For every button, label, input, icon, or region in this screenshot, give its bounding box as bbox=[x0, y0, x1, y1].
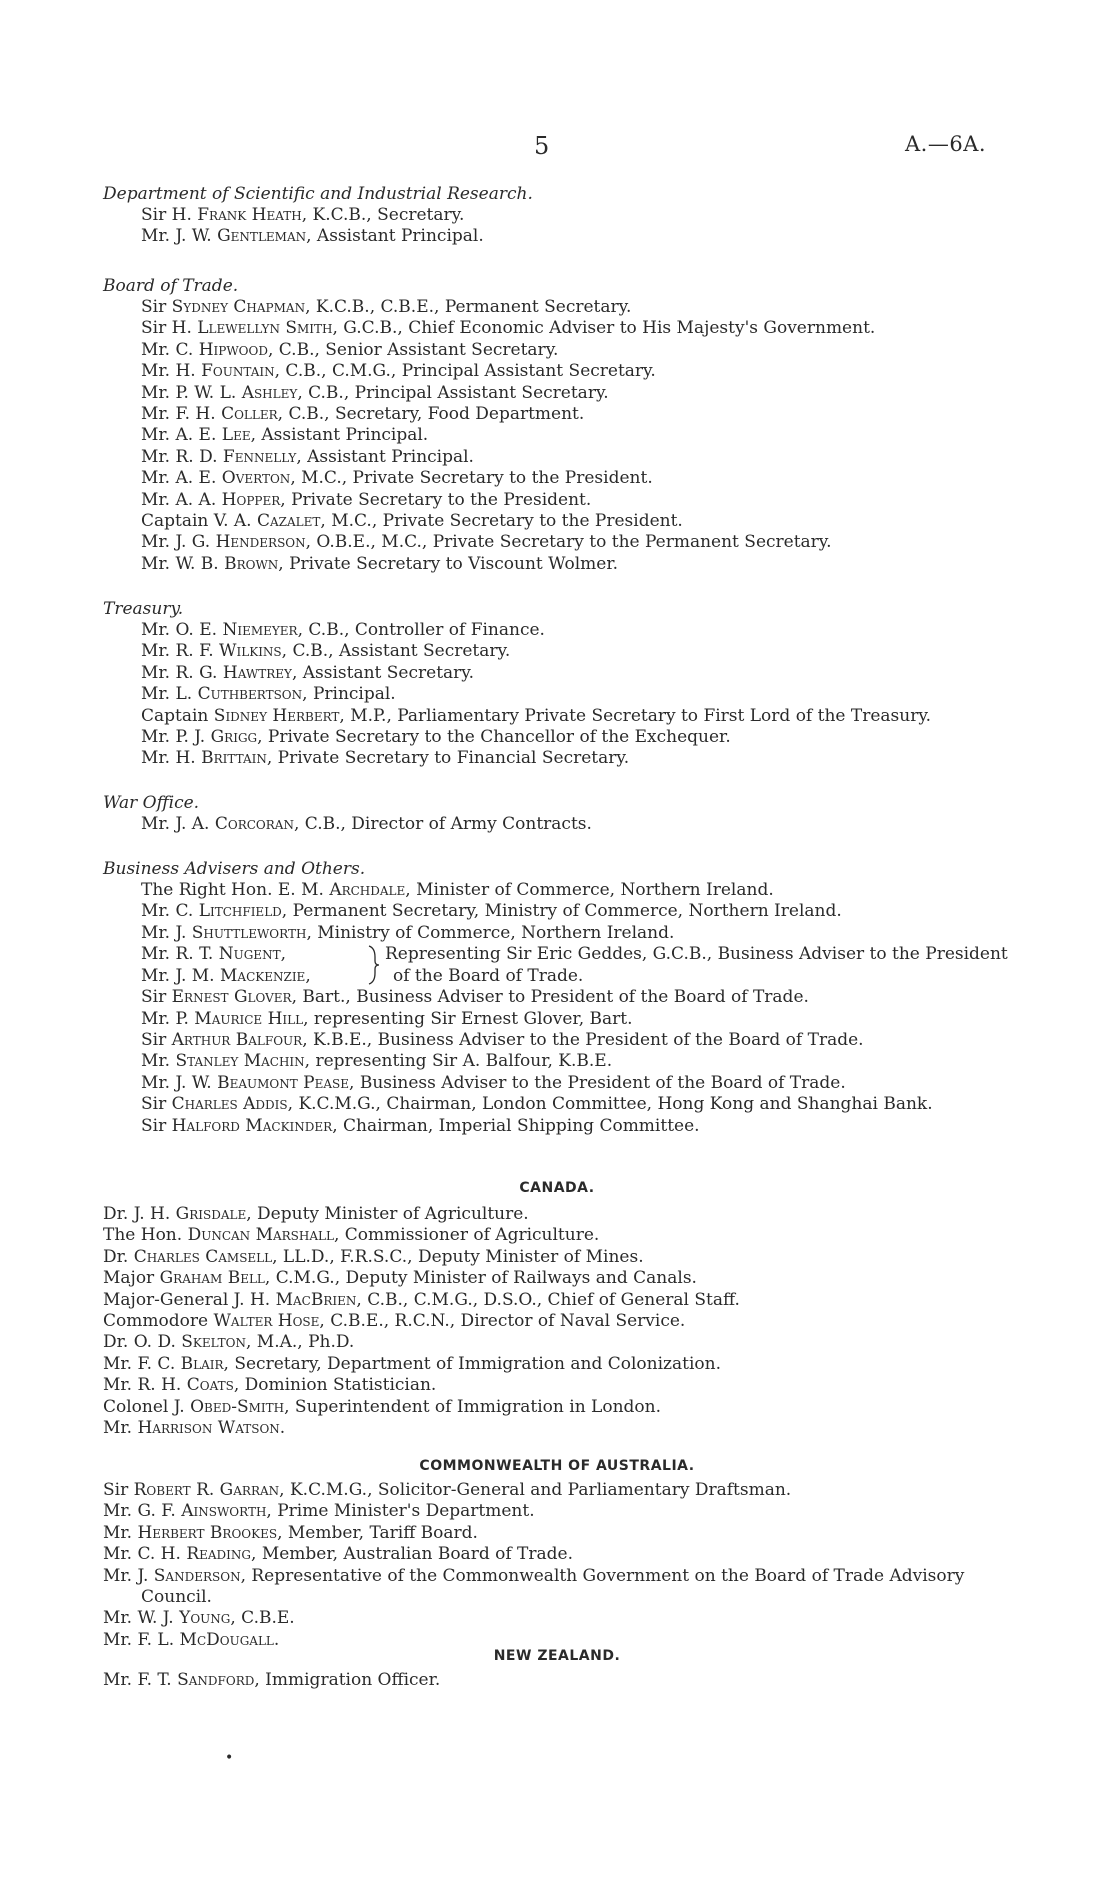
entry-name: Fountain bbox=[201, 361, 275, 382]
entry-rest: , Immigration Officer. bbox=[254, 1670, 441, 1690]
entry-list bbox=[103, 297, 875, 575]
entry-name: Obed-Smith bbox=[190, 1396, 285, 1417]
entry-rest: , Ministry of Commerce, Northern Ireland. bbox=[306, 922, 675, 943]
entry-prefix: Mr. A. E. bbox=[141, 425, 217, 446]
entry-rest: , Chairman, Imperial Shipping Committee. bbox=[332, 1115, 700, 1136]
section-canada bbox=[103, 1204, 740, 1439]
country-heading: COMMONWEALTH OF AUSTRALIA. bbox=[419, 1458, 695, 1474]
section-war-office bbox=[103, 792, 592, 835]
entry-prefix: Mr. R. D. bbox=[141, 446, 218, 467]
entry-name: Overton bbox=[221, 468, 291, 489]
entry-name: Beaumont Pease bbox=[217, 1072, 350, 1093]
entry bbox=[141, 205, 533, 226]
stray-mark: • bbox=[225, 1750, 234, 1766]
section-heading: Department of Scientific and Industrial Research. bbox=[103, 184, 533, 204]
entry-prefix: Mr. C. bbox=[141, 339, 194, 360]
entry-prefix: Dr. bbox=[103, 1246, 129, 1267]
entry-name: Lee bbox=[221, 425, 251, 446]
entry bbox=[141, 532, 875, 553]
entry-list bbox=[103, 987, 933, 1137]
entry-name: Hawtrey bbox=[222, 662, 292, 683]
entry-prefix: Mr. bbox=[141, 1051, 171, 1072]
entry-name: Stanley Machin bbox=[175, 1051, 305, 1072]
entry-rest: . bbox=[273, 1629, 280, 1650]
entry bbox=[103, 1375, 740, 1396]
entry-name: Ernest Glover bbox=[171, 987, 292, 1008]
entry-rest: , bbox=[305, 965, 311, 986]
entry-name: Frank Heath bbox=[197, 205, 302, 225]
entry-name: Grigg bbox=[210, 727, 258, 748]
page-number: 5 bbox=[534, 132, 550, 160]
entry bbox=[103, 1608, 1021, 1629]
entry bbox=[141, 1094, 933, 1115]
document-reference: A.—6A. bbox=[905, 132, 987, 156]
entry-rest: , Prime Minister's Department. bbox=[266, 1501, 535, 1522]
entry bbox=[141, 1030, 933, 1051]
entry-list bbox=[103, 814, 592, 835]
entry-prefix: Major-General J. H. bbox=[103, 1289, 271, 1310]
entry bbox=[103, 1311, 740, 1332]
entry bbox=[141, 641, 931, 662]
entry bbox=[103, 1670, 440, 1691]
entry-list bbox=[103, 1480, 1021, 1651]
entry-name: Harrison Watson bbox=[137, 1418, 280, 1439]
entry bbox=[103, 1247, 740, 1268]
entry-name: Hopper bbox=[221, 489, 281, 510]
entry-rest: , Business Adviser to the President of the Board of Trade. bbox=[349, 1072, 846, 1093]
entry-rest: , C.B., Assistant Secretary. bbox=[281, 641, 511, 662]
entry-rest: , M.C., Private Secretary to the President. bbox=[290, 468, 653, 489]
entry-rest: , G.C.B., Chief Economic Adviser to His Majesty's Government. bbox=[332, 318, 876, 339]
braced-entry bbox=[141, 944, 1008, 987]
entry bbox=[141, 663, 931, 684]
entry-name: Grisdale bbox=[175, 1204, 247, 1224]
entry-name: Skelton bbox=[181, 1332, 246, 1353]
entry-prefix: Mr. A. A. bbox=[141, 489, 217, 510]
entry bbox=[141, 880, 933, 901]
entry-rest: , Secretary, Department of Immigration and Colonization. bbox=[223, 1353, 721, 1374]
entry bbox=[103, 1204, 740, 1225]
entry bbox=[141, 748, 931, 769]
entry-rest: , C.B., Senior Assistant Secretary. bbox=[267, 339, 559, 360]
entry-name: Nugent bbox=[218, 944, 281, 965]
entry-prefix: Sir bbox=[141, 1094, 167, 1115]
entry-rest: , O.B.E., M.C., Private Secretary to the Permanent Secretary. bbox=[305, 532, 832, 553]
entry-prefix: Mr. A. E. bbox=[141, 468, 217, 489]
entry bbox=[141, 490, 875, 511]
entry bbox=[141, 684, 931, 705]
entry-name: Ainsworth bbox=[181, 1501, 267, 1522]
entry-prefix: Mr. J. M. bbox=[141, 965, 215, 986]
entry-name: Wilkins bbox=[219, 641, 282, 662]
entry-rest: , Private Secretary to the President. bbox=[280, 489, 592, 510]
entry-prefix: Major bbox=[103, 1268, 155, 1289]
entry-rest: , Assistant Principal. bbox=[296, 446, 474, 467]
entry bbox=[103, 1225, 740, 1246]
entry-name: Corcoran bbox=[214, 814, 294, 834]
entry-prefix: Sir bbox=[103, 1480, 129, 1500]
entry-name: Gentleman bbox=[217, 226, 307, 247]
entry-name: Walter Hose bbox=[213, 1311, 320, 1332]
entry-rest: , M.A., Ph.D. bbox=[245, 1332, 355, 1353]
entry-rest: , C.B.E. bbox=[230, 1608, 295, 1629]
entry-rest: , K.C.M.G., Solicitor-General and Parliamentary Draftsman. bbox=[279, 1480, 792, 1500]
entry bbox=[141, 620, 931, 641]
entry-prefix: Mr. W. J. bbox=[103, 1608, 174, 1629]
entry-name: Sydney Chapman bbox=[171, 297, 306, 317]
entry-prefix: Captain V. A. bbox=[141, 511, 252, 532]
entry-name: Maurice Hill bbox=[194, 1008, 304, 1029]
entry bbox=[141, 554, 875, 575]
entry-name: Halford Mackinder bbox=[171, 1115, 333, 1136]
country-heading: NEW ZEALAND. bbox=[493, 1648, 621, 1664]
entry bbox=[103, 1501, 1021, 1522]
entry-name: Mackenzie bbox=[220, 965, 306, 986]
entry-name: Henderson bbox=[215, 532, 306, 553]
section-heading: War Office. bbox=[103, 793, 200, 813]
entry-rest: , representing Sir A. Balfour, K.B.E. bbox=[304, 1051, 613, 1072]
entry-rest: , LL.D., F.R.S.C., Deputy Minister of Mines. bbox=[272, 1246, 644, 1267]
entry-rest: , Private Secretary to Viscount Wolmer. bbox=[278, 553, 618, 574]
entry-rest: , C.M.G., Deputy Minister of Railways and Canals. bbox=[264, 1268, 697, 1289]
entry-name: Coller bbox=[221, 404, 278, 425]
entry-rest: , C.B., C.M.G., Principal Assistant Secretary. bbox=[274, 361, 656, 382]
entry-name: Sidney Herbert bbox=[213, 705, 340, 726]
entry-prefix: Mr. bbox=[103, 1418, 133, 1439]
entry-prefix: Mr. J. bbox=[103, 1565, 149, 1586]
entry bbox=[141, 318, 875, 339]
entry bbox=[141, 425, 875, 446]
entry bbox=[141, 1051, 933, 1072]
section-new-zealand bbox=[103, 1670, 440, 1691]
entry-name: Graham Bell bbox=[159, 1268, 265, 1289]
entry-prefix: Mr. F. C. bbox=[103, 1353, 176, 1374]
entry bbox=[103, 1418, 740, 1439]
entry-rest: , C.B., Principal Assistant Secretary. bbox=[297, 382, 609, 403]
entry-rest: , Representative of the Commonwealth Government on the Board of Trade Advisory Council. bbox=[141, 1565, 965, 1608]
section-business-advisers bbox=[103, 858, 1008, 1137]
entry-rest: , Assistant Principal. bbox=[250, 425, 429, 446]
entry-prefix: Sir bbox=[141, 1115, 167, 1136]
entry-name: Charles Addis bbox=[171, 1094, 288, 1115]
entry bbox=[141, 226, 533, 247]
entry-name: Fennelly bbox=[222, 446, 297, 467]
entry bbox=[141, 1116, 933, 1137]
entry-rest: , K.C.M.G., Chairman, London Committee, Hong Kong and Shanghai Bank. bbox=[287, 1094, 933, 1115]
entry-list bbox=[103, 1670, 440, 1691]
entry-name: Litchfield bbox=[198, 901, 282, 922]
entry-prefix: The Right Hon. E. M. bbox=[141, 880, 324, 900]
entry-rest: , Deputy Minister of Agriculture. bbox=[246, 1204, 529, 1224]
entry-rest: , Assistant Principal. bbox=[306, 226, 484, 247]
entry bbox=[103, 1332, 740, 1353]
section-dsir bbox=[103, 183, 533, 248]
entry-rest: , Superintendent of Immigration in London. bbox=[284, 1396, 661, 1417]
entry-prefix: Mr. C. H. bbox=[103, 1544, 181, 1565]
entry bbox=[141, 383, 875, 404]
section-heading: Treasury. bbox=[103, 599, 184, 619]
entry-prefix: Mr. F. T. bbox=[103, 1670, 172, 1690]
entry-name: Charles Camsell bbox=[133, 1246, 273, 1267]
entry bbox=[141, 361, 875, 382]
entry-prefix: Mr. R. F. bbox=[141, 641, 214, 662]
entry-prefix: Mr. R. T. bbox=[141, 944, 214, 965]
entry bbox=[141, 340, 875, 361]
section-australia bbox=[103, 1480, 1021, 1651]
entry-rest: , K.B.E., Business Adviser to the President of the Board of Trade. bbox=[302, 1030, 864, 1051]
entry-rest: , K.C.B., Secretary. bbox=[301, 205, 465, 225]
entry-name: Shuttleworth bbox=[191, 922, 307, 943]
entry bbox=[103, 1397, 740, 1418]
entry-prefix: Mr. P. W. L. bbox=[141, 382, 237, 403]
entry-prefix: Mr. F. L. bbox=[103, 1629, 175, 1650]
section-heading: Board of Trade. bbox=[103, 276, 239, 296]
entry bbox=[103, 1566, 1021, 1609]
entry-name: Brown bbox=[224, 553, 279, 574]
country-heading: CANADA. bbox=[519, 1180, 595, 1196]
entry-prefix: Mr. W. B. bbox=[141, 553, 219, 574]
entry-rest: , representing Sir Ernest Glover, Bart. bbox=[303, 1008, 633, 1029]
entry bbox=[141, 814, 592, 835]
section-heading: Business Advisers and Others. bbox=[103, 859, 366, 879]
entry-prefix: Mr. J. W. bbox=[141, 226, 212, 247]
entry-prefix: Sir bbox=[141, 987, 167, 1008]
entry-rest: , Commissioner of Agriculture. bbox=[333, 1225, 600, 1246]
entry bbox=[103, 1268, 740, 1289]
entry bbox=[141, 1073, 933, 1094]
entry-name: Duncan Marshall bbox=[187, 1225, 334, 1246]
entry-rest: , C.B., C.M.G., D.S.O., Chief of General Staff. bbox=[356, 1289, 740, 1310]
entry-rest: , Permanent Secretary, Ministry of Commerce, Northern Ireland. bbox=[281, 901, 842, 922]
entry bbox=[141, 727, 931, 748]
entry-name: Sandford bbox=[177, 1670, 255, 1690]
entry-rest: , K.C.B., C.B.E., Permanent Secretary. bbox=[305, 297, 632, 317]
entry-name: McDougall bbox=[179, 1629, 274, 1650]
entry-prefix: Dr. O. D. bbox=[103, 1332, 176, 1353]
brace-icon bbox=[367, 945, 381, 985]
entry-prefix: Mr. R. G. bbox=[141, 662, 218, 683]
entry-prefix: Mr. P. bbox=[141, 1008, 189, 1029]
entry-list bbox=[103, 880, 933, 944]
entry-prefix: Mr. H. bbox=[141, 361, 196, 382]
entry-name: Herbert Brookes bbox=[137, 1522, 278, 1543]
braced-text: Representing Sir Eric Geddes, G.C.B., Business Adviser to the President bbox=[385, 944, 1008, 965]
entry bbox=[103, 1290, 740, 1311]
entry bbox=[141, 987, 933, 1008]
entry-rest: , C.B., Secretary, Food Department. bbox=[277, 404, 585, 425]
entry-rest: , Private Secretary to the Chancellor of the Exchequer. bbox=[257, 727, 731, 748]
entry-prefix: Sir bbox=[141, 297, 167, 317]
entry bbox=[141, 901, 933, 922]
entry-name: Llewellyn Smith bbox=[197, 318, 333, 339]
entry bbox=[141, 923, 933, 944]
entry-prefix: Mr. J. bbox=[141, 922, 187, 943]
entry-prefix: Dr. J. H. bbox=[103, 1204, 171, 1224]
entry bbox=[103, 1354, 740, 1375]
entry-prefix: Sir H. bbox=[141, 205, 192, 225]
entry-prefix: Mr. G. F. bbox=[103, 1501, 176, 1522]
entry-list bbox=[103, 205, 533, 248]
entry-rest: , bbox=[280, 944, 286, 965]
entry-list bbox=[103, 620, 931, 770]
entry-prefix: Mr. J. G. bbox=[141, 532, 211, 553]
entry-prefix: Mr. P. J. bbox=[141, 727, 206, 748]
entry bbox=[141, 447, 875, 468]
entry-name: Arthur Balfour bbox=[171, 1030, 303, 1051]
entry-prefix: Mr. R. H. bbox=[103, 1375, 182, 1396]
entry bbox=[141, 404, 875, 425]
entry-rest: , M.P., Parliamentary Private Secretary to First Lord of the Treasury. bbox=[339, 705, 932, 726]
entry-name: Hipwood bbox=[198, 339, 268, 360]
entry-prefix: Sir bbox=[141, 1030, 167, 1051]
entry-rest: . bbox=[279, 1418, 286, 1439]
entry-rest: , M.C., Private Secretary to the President. bbox=[320, 511, 683, 532]
entry-prefix: Mr. H. bbox=[141, 748, 196, 769]
entry-name: Blair bbox=[180, 1353, 224, 1374]
entry-prefix: Captain bbox=[141, 705, 209, 726]
entry bbox=[141, 1009, 933, 1030]
entry bbox=[141, 297, 875, 318]
section-board-of-trade bbox=[103, 275, 875, 575]
entry-name: Young bbox=[179, 1608, 231, 1629]
entry-rest: , Private Secretary to Financial Secretary. bbox=[266, 748, 630, 769]
entry-name: MacBrien bbox=[275, 1289, 357, 1310]
entry-name: Coats bbox=[186, 1375, 234, 1396]
entry-prefix: Sir H. bbox=[141, 318, 192, 339]
entry-name: Robert R. Garran bbox=[133, 1480, 280, 1500]
entry-name: Sanderson bbox=[153, 1565, 241, 1586]
entry-name: Archdale bbox=[329, 880, 406, 900]
entry bbox=[103, 1544, 1021, 1565]
entry-name: Brittain bbox=[201, 748, 267, 769]
entry-prefix: Mr. F. H. bbox=[141, 404, 216, 425]
entry-prefix: Mr. L. bbox=[141, 684, 193, 705]
entry-rest: , Member, Tariff Board. bbox=[277, 1522, 478, 1543]
entry-prefix: The Hon. bbox=[103, 1225, 183, 1246]
entry bbox=[141, 706, 931, 727]
entry-list bbox=[103, 1204, 740, 1439]
entry-prefix: Commodore bbox=[103, 1311, 209, 1332]
entry-name: Cazalet bbox=[256, 511, 321, 532]
entry-rest: , C.B., Director of Army Contracts. bbox=[293, 814, 592, 834]
entry-rest: , Dominion Statistician. bbox=[233, 1375, 437, 1396]
entry bbox=[141, 468, 875, 489]
entry-rest: , Member, Australian Board of Trade. bbox=[251, 1544, 573, 1565]
entry-rest: , C.B.E., R.C.N., Director of Naval Service. bbox=[319, 1311, 686, 1332]
entry bbox=[103, 1523, 1021, 1544]
entry bbox=[103, 1480, 1021, 1501]
entry-prefix: Mr. O. E. bbox=[141, 620, 218, 640]
entry-name: Ashley bbox=[241, 382, 298, 403]
entry-name: Reading bbox=[186, 1544, 252, 1565]
entry-rest: , Assistant Secretary. bbox=[291, 662, 475, 683]
entry-name: Niemeyer bbox=[222, 620, 298, 640]
entry-rest: , Bart., Business Adviser to President of the Board of Trade. bbox=[291, 987, 809, 1008]
entry-prefix: Mr. C. bbox=[141, 901, 194, 922]
braced-text: of the Board of Trade. bbox=[393, 965, 584, 986]
entry-rest: , Principal. bbox=[302, 684, 396, 705]
entry-prefix: Mr. bbox=[103, 1522, 133, 1543]
entry-prefix: Colonel J. bbox=[103, 1396, 185, 1417]
entry-prefix: Mr. J. A. bbox=[141, 814, 210, 834]
section-treasury bbox=[103, 598, 931, 770]
entry-rest: , Minister of Commerce, Northern Ireland. bbox=[405, 880, 774, 900]
entry-rest: , C.B., Controller of Finance. bbox=[297, 620, 545, 640]
entry-prefix: Mr. J. W. bbox=[141, 1072, 212, 1093]
entry-name: Cuthbertson bbox=[197, 684, 303, 705]
entry bbox=[141, 511, 875, 532]
